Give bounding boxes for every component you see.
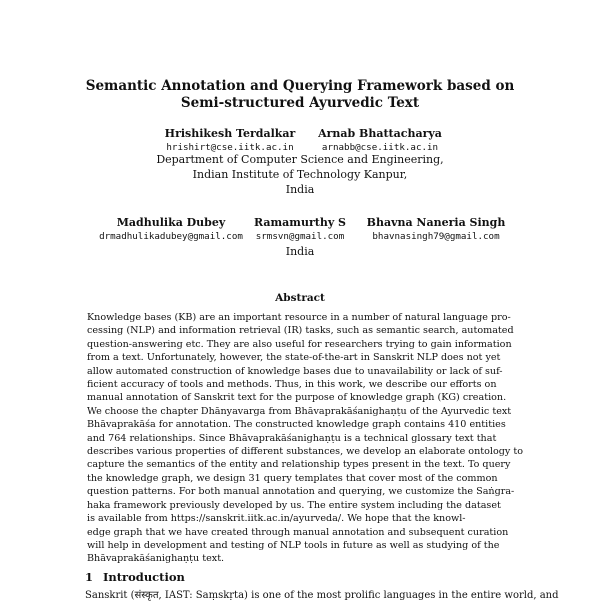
affiliation-country: India bbox=[285, 183, 315, 196]
abstract-line: manual annotation of Sanskrit text for the purpose of knowledge graph (KG) creation. bbox=[87, 392, 507, 404]
paper-title-line-2: Semi-structured Ayurvedic Text bbox=[180, 95, 420, 111]
author-email: drmadhulikadubey@gmail.com bbox=[99, 231, 243, 242]
abstract-line: describes various properties of different substances, we develop an elaborate ontology to bbox=[87, 446, 523, 458]
author-name: Hrishikesh Terdalkar bbox=[164, 127, 296, 140]
abstract-line: Knowledge bases (KB) are an important resource in a number of natural language pro- bbox=[87, 312, 511, 323]
abstract-line: the knowledge graph, we design 31 query templates that cover most of the common bbox=[87, 472, 498, 484]
abstract-heading: Abstract bbox=[275, 292, 325, 304]
abstract-body bbox=[87, 311, 523, 566]
section-heading-introduction bbox=[85, 570, 185, 584]
author-email: arnabb@cse.iitk.ac.in bbox=[321, 142, 439, 153]
author-singh bbox=[355, 216, 517, 243]
paper-title-line-1: Semantic Annotation and Querying Framework based on bbox=[85, 78, 515, 94]
author-email: bhavnasingh79@gmail.com bbox=[372, 231, 500, 242]
affiliation-institute: Indian Institute of Technology Kanpur, bbox=[192, 168, 408, 181]
abstract-line: allow automated construction of knowledge bases due to unavailability or lack of suf- bbox=[87, 365, 503, 377]
author-email: srmsvn@gmail.com bbox=[255, 231, 345, 242]
abstract-line: haka framework previously developed by us. The entire system including the dataset bbox=[87, 499, 501, 511]
author-name: Ramamurthy S bbox=[254, 216, 346, 229]
abstract-line: question-answering etc. They are also useful for researchers trying to gain information bbox=[87, 338, 512, 350]
abstract-line: will help in development and testing of NLP tools in future as well as studying of the bbox=[87, 539, 500, 551]
abstract-line: Bhāvaprakāśanighaṇṭu text. bbox=[87, 553, 225, 565]
abstract-line: cessing (NLP) and information retrieval (IR) tasks, such as semantic search, automated bbox=[87, 325, 514, 337]
abstract-line: from a text. Unfortunately, however, the state-of-the-art in Sanskrit NLP does not yet bbox=[87, 352, 501, 364]
author-terdalkar bbox=[155, 127, 305, 154]
abstract-line: question patterns. For both manual annotation and querying, we customize the Saṅgra- bbox=[87, 486, 515, 498]
author-dubey bbox=[85, 216, 257, 243]
section-title: Introduction bbox=[103, 570, 185, 584]
abstract-line: edge graph that we have created through manual annotation and subsequent curation bbox=[87, 526, 509, 538]
section-number: 1 bbox=[85, 570, 94, 584]
author-name: Madhulika Dubey bbox=[116, 216, 226, 229]
author-ramamurthy bbox=[250, 216, 350, 243]
intro-first-line: Sanskrit (संस्कृत, IAST: Saṃskṛta) is one of the most prolific languages in the entire world, and bbox=[85, 590, 559, 601]
affiliation-department: Department of Computer Science and Engineering, bbox=[156, 153, 444, 166]
author-name: Bhavna Naneria Singh bbox=[366, 216, 506, 229]
abstract-line: capture the semantics of the entity and relationship types present in the text. To query bbox=[87, 459, 511, 471]
author-email: hrishirt@cse.iitk.ac.in bbox=[166, 142, 294, 153]
abstract-line: Bhāvaprakāśa for annotation. The constructed knowledge graph contains 410 entities bbox=[87, 419, 506, 431]
abstract-line: We choose the chapter Dhānyavarga from Bhāvaprakāśanighaṇṭu of the Ayurvedic text bbox=[87, 405, 512, 417]
abstract-line-with-url: is available from https://sanskrit.iitk.ac.in/ayurveda/. We hope that the knowl- bbox=[87, 513, 466, 525]
author-bhattacharya bbox=[305, 127, 455, 154]
abstract-line: ficient accuracy of tools and methods. Thus, in this work, we describe our efforts on bbox=[87, 379, 497, 391]
affiliation-country-2: India bbox=[285, 245, 315, 258]
abstract-line: and 764 relationships. Since Bhāvaprakāśanighaṇṭu is a technical glossary text that bbox=[87, 432, 497, 444]
author-name: Arnab Bhattacharya bbox=[318, 127, 442, 140]
